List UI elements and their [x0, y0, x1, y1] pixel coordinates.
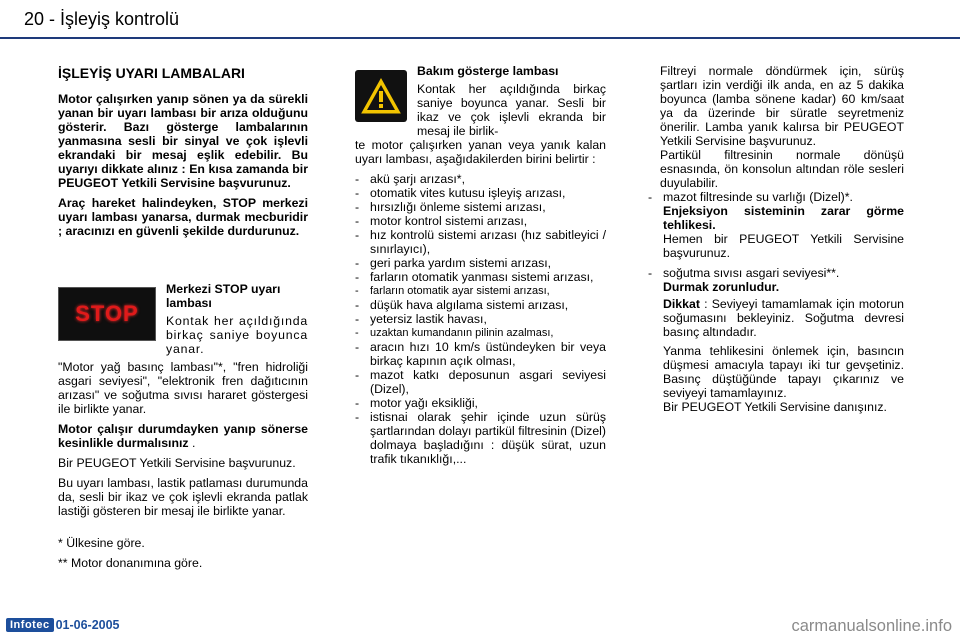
list-item: - hırsızlığı önleme sistemi arızası, — [355, 200, 546, 214]
filter-regeneration-paragraph: Filtreyi normale döndürmek için, sürüş şartları izin verdiği ilk anda, en az 5 dakika boyunca (lamba sönene kadar) 60 km/saat ya da üzerinde bir süratle seyretmeniz önerilir. Lamba yanık kalırsa bir PEUGEOT Yetkili Servisine başvurunuz. — [660, 64, 904, 148]
stop-lamp-instruction — [58, 422, 308, 450]
service-lamp-title: Bakım gösterge lambası — [417, 64, 559, 78]
list-item: - otomatik vites kutusu işleyiş arızası, — [355, 186, 566, 200]
stop-lamp-description: Kontak her açıldığında birkaç saniye boyunca yanar. — [166, 314, 308, 356]
footer-date: 01-06-2005 — [55, 618, 120, 632]
list-item: - aracın hızı 10 km/s üstündeyken bir veya birkaç kapının açık olması, — [355, 340, 606, 368]
stop-lamp-instruction-bold: Motor çalışır durumdayken yanıp sönerse kesinlikle durmalısınız — [58, 422, 308, 450]
stop-lamp-instruction-end: . — [191, 436, 196, 450]
stop-warning-paragraph: Araç hareket halindeyken, STOP merkezi uyarı lambası yanarsa, durmak mecburidir ; aracınızı en güvenli şekilde durdurunuz. — [58, 196, 308, 238]
column-1 — [58, 64, 308, 576]
list-item: - motor yağı eksikliği, — [355, 396, 478, 410]
stop-lamp-title: Merkezi STOP uyarı lambası — [166, 282, 281, 310]
column-3 — [648, 64, 904, 414]
page-header: 20 - İşleyiş kontrolü — [24, 9, 180, 29]
list-item: - farların otomatik ayar sistemi arızası, — [355, 285, 550, 297]
caution-label: Dikkat — [663, 297, 700, 311]
footnote-2: ** Motor donanımına göre. — [58, 556, 203, 570]
list-item: - geri parka yardım sistemi arızası, — [355, 256, 552, 270]
list-item: - istisnai olarak şehir içinde uzun sürüş şartlarından dolayı partikül filtresinin (Dizel) dolmaya başladığını : düşük sürat, uzun trafik tıkanıklığı,... — [355, 410, 606, 466]
footnote-1: * Ülkesine göre. — [58, 536, 145, 550]
relay-sounds-paragraph: Partikül filtresinin normale dönüşü esnasında, ön konsolun altından röle sesleri duyulabilir. — [660, 148, 904, 190]
section-title: İŞLEYİŞ UYARI LAMBALARI — [58, 65, 245, 81]
tyre-paragraph: Bu uyarı lambası, lastik patlaması durumunda da, sesli bir ikaz ve çok işlevli ekranda patlak lastiği gösteren bir mesaj ile birlikte yanar. — [58, 476, 308, 518]
service-warning-light-image — [355, 70, 407, 122]
fault-list — [355, 172, 606, 466]
service-lamp-block — [355, 64, 606, 138]
list-item: - hız kontrolü sistemi arızası (hız sabitleyici / sınırlayıcı), — [355, 228, 606, 256]
list-item: - motor kontrol sistemi arızası, — [355, 214, 528, 228]
service-paragraph: Bir PEUGEOT Yetkili Servisine başvurunuz. — [58, 456, 296, 470]
column-2 — [355, 64, 606, 466]
footer — [6, 618, 120, 632]
stop-icon: STOP — [75, 301, 139, 326]
list-item: - uzaktan kumandanın pilinin azalması, — [355, 327, 554, 339]
stop-lamp-details: "Motor yağ basınç lambası"*, "fren hidroliği asgari seviyesi", "elektronik fren dağıtıcının arızası" ve soğutma sıvısı hararet göstergesi ile birlikte yanar. — [58, 360, 308, 416]
list-item: - düşük hava algılama sistemi arızası, — [355, 298, 569, 312]
stop-warning-light-image — [58, 287, 156, 341]
list-item: - soğutma sıvısı asgari seviyesi**. Durmak zorunludur. Dikkat : Seviyeyi tamamlamak için motorun soğumasını bekleyiniz. Soğutma devresi basınç altındadır. Yanma tehlikesini önlemek için, basıncın düşmesi amacıyla tapayı iki tur gevşetiniz. Basınç düştüğünde tapayı çıkarınız ve seviyeyi tamamlayınız. Bir PEUGEOT Yetkili Servisine danışınız. — [648, 266, 904, 414]
list-item: - yetersiz lastik havası, — [355, 312, 487, 326]
infotec-logo: Infotec — [6, 618, 54, 632]
intro-paragraph: Motor çalışırken yanıp sönen ya da sürekli yanan bir uyarı lambası bir arıza olduğunu gösterir. Bazı gösterge lambalarının yanmasına sesli bir sinyal ve çok işlevli ekrandaki bir mesaj eşlik edebilir. Bu uyarıyı dikkate alınız : En kısa zamanda bir PEUGEOT Yetkili Servisine başvurunuz. — [58, 92, 308, 190]
warning-triangle-icon — [360, 77, 402, 115]
header-rule — [0, 37, 960, 39]
service-lamp-intro-rest: te motor çalışırken yanan veya yanık kalan uyarı lambası, aşağıdakilerden birini belirtir : — [355, 138, 606, 166]
stop-lamp-block — [58, 282, 308, 356]
watermark: carmanualsonline.info — [791, 617, 952, 635]
list-item: - farların otomatik yanması sistemi arızası, — [355, 270, 594, 284]
list-item: - mazot katkı deposunun asgari seviyesi (Dizel), — [355, 368, 606, 396]
list-item: - akü şarjı arızası*, — [355, 172, 465, 186]
list-item: - mazot filtresinde su varlığı (Dizel)*. Enjeksiyon sisteminin zarar görme tehlikesi. Hemen bir PEUGEOT Yetkili Servisine başvurunuz. — [648, 190, 904, 260]
service-lamp-intro: Kontak her açıldığında birkaç saniye boyunca yanar. Sesli bir ikaz ve çok işlevli ekranda bir mesaj ile birlik- — [417, 82, 606, 138]
